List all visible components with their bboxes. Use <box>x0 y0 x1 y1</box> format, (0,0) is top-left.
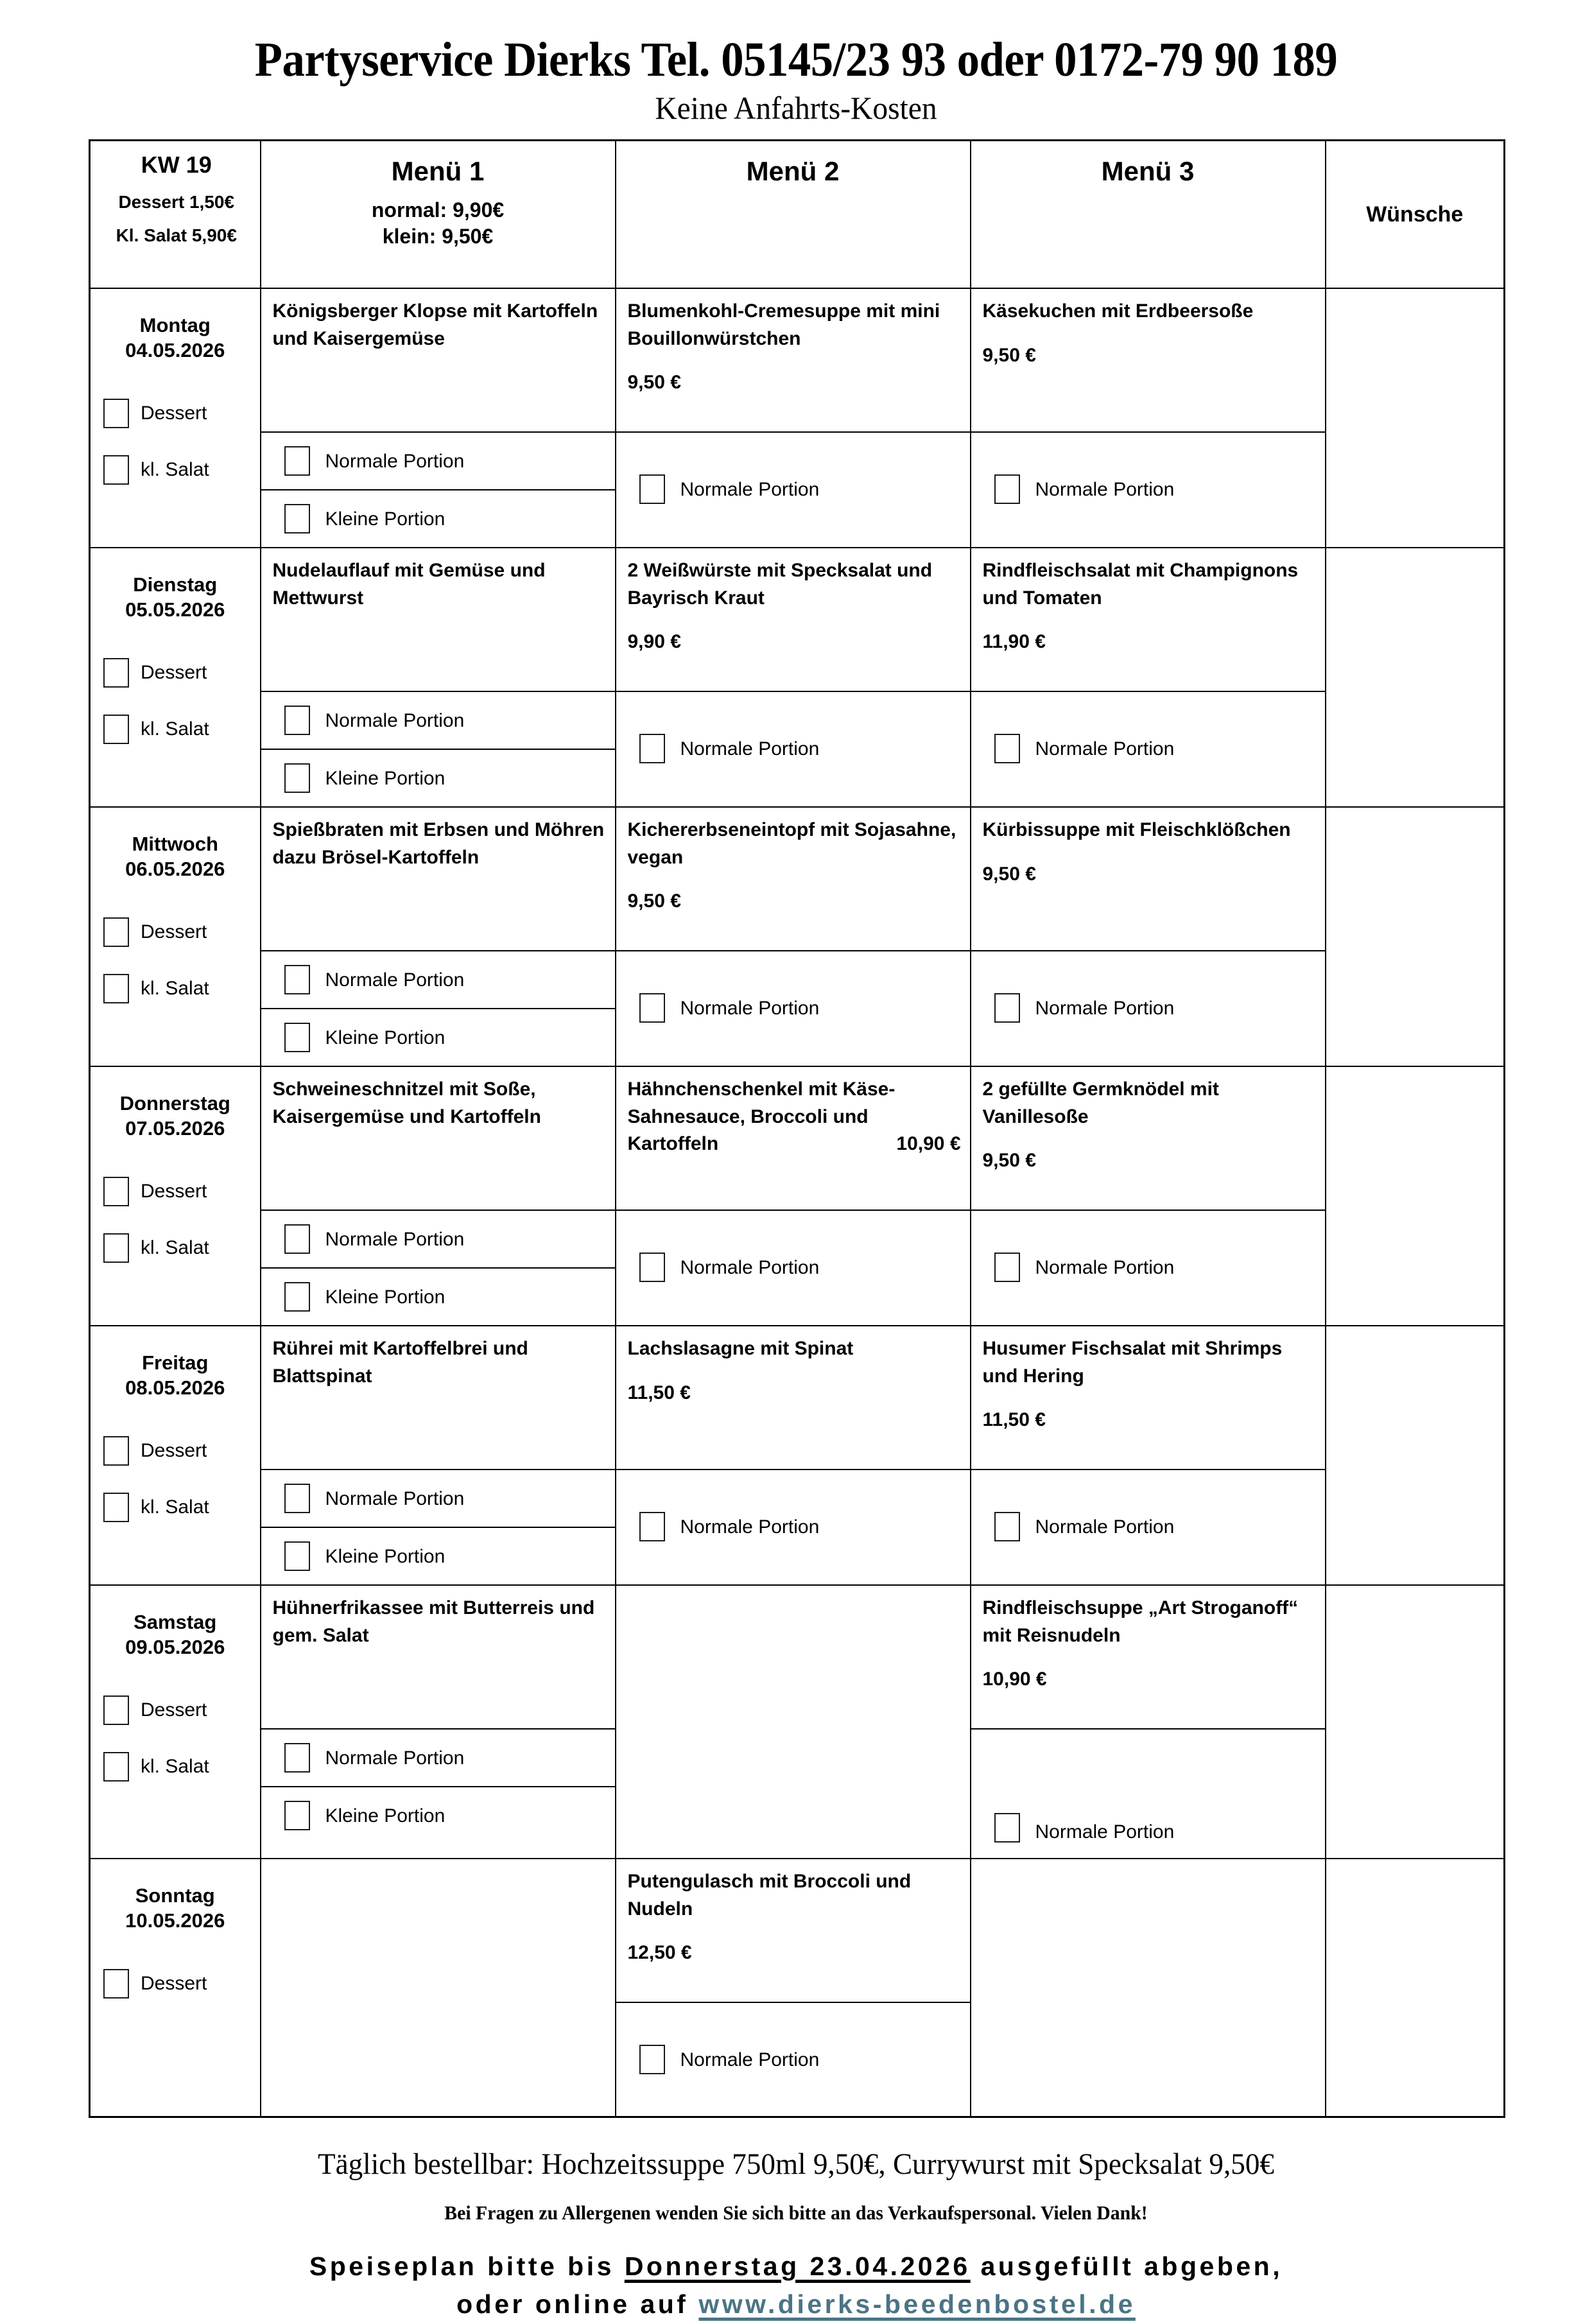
menu2-dish <box>616 1067 970 1210</box>
portion-label: Kleine Portion <box>325 1286 446 1308</box>
dessert-option-row[interactable] <box>91 385 260 442</box>
portion-label: Normale Portion <box>325 450 465 472</box>
salad-label: kl. Salat <box>141 1756 209 1778</box>
kl-salat-checkbox[interactable] <box>103 974 129 1003</box>
menu2-normal-portion-checkbox[interactable] <box>639 1512 665 1541</box>
dish-name: 2 Weißwürste mit Specksalat und Bayrisch Kraut <box>627 560 933 609</box>
dessert-option-row[interactable] <box>91 1682 260 1739</box>
dessert-label: Dessert <box>141 921 207 943</box>
menu3-cell <box>971 288 1326 548</box>
dish-price: 10,90 € <box>982 1669 1047 1690</box>
deadline-prefix: Speiseplan bitte bis <box>309 2251 625 2281</box>
kl-salat-checkbox[interactable] <box>103 1493 129 1522</box>
menu1-dish <box>261 289 615 431</box>
dish-price: 11,50 € <box>982 1409 1046 1431</box>
portion-label: Normale Portion <box>680 1516 820 1538</box>
menu3-normal-portion-checkbox[interactable] <box>994 734 1020 763</box>
table-row <box>90 807 1505 1066</box>
day-name: Dienstag <box>133 573 218 596</box>
kl-salat-checkbox[interactable] <box>103 455 129 485</box>
dish-name: Rindfleischsalat mit Champignons und Tomaten <box>982 560 1299 609</box>
day-cell <box>90 807 261 1066</box>
dessert-price-label: Dessert 1,50€ <box>118 191 235 212</box>
day-date: 04.05.2026 <box>125 339 225 362</box>
dish-name: Nudelauflauf mit Gemüse und Mettwurst <box>272 560 546 609</box>
kl-salat-checkbox[interactable] <box>103 715 129 744</box>
menu3-cell <box>971 1585 1326 1859</box>
calendar-week-label: KW 19 <box>141 152 212 178</box>
dish-name: Husumer Fischsalat mit Shrimps und Hering <box>982 1338 1283 1387</box>
document-header <box>0 0 1592 126</box>
dish-price: 9,50 € <box>627 890 681 912</box>
menu2-normal-portion-checkbox[interactable] <box>639 1253 665 1282</box>
wishes-title: Wünsche <box>1366 202 1464 227</box>
deadline-suffix: ausgefüllt abgeben, <box>970 2251 1283 2281</box>
day-date: 09.05.2026 <box>125 1636 225 1659</box>
salad-option-row[interactable] <box>91 442 260 498</box>
dessert-option-row[interactable] <box>91 1423 260 1479</box>
table-row <box>90 1859 1505 2117</box>
wishes-cell[interactable] <box>1326 1585 1505 1859</box>
day-cell <box>90 1326 261 1585</box>
menu1-cell <box>261 548 616 807</box>
salad-label: kl. Salat <box>141 718 209 740</box>
menu2-normal-portion-checkbox[interactable] <box>639 993 665 1023</box>
dessert-checkbox[interactable] <box>103 1177 129 1206</box>
menu1-small-portion-checkbox[interactable] <box>284 763 310 793</box>
table-header-row <box>90 141 1505 289</box>
wishes-cell[interactable] <box>1326 1859 1505 2117</box>
menu3-normal-portion-checkbox[interactable] <box>994 1253 1020 1282</box>
day-date: 05.05.2026 <box>125 598 225 621</box>
dish-name: Käsekuchen mit Erdbeersoße <box>982 300 1254 322</box>
dish-name: Hähnchenschenkel mit Käse-Sahnesauce, Broccoli und Kartoffeln <box>627 1079 896 1155</box>
menu1-normal-portion-checkbox[interactable] <box>284 1484 310 1513</box>
menu1-price-small: klein: 9,50€ <box>382 225 494 248</box>
menu1-cell <box>261 288 616 548</box>
dish-name: Kürbissuppe mit Fleischklößchen <box>982 819 1291 841</box>
menu1-dish <box>261 1326 615 1469</box>
menu3-normal-portion-row[interactable] <box>971 1469 1325 1583</box>
dish-name: Blumenkohl-Cremesuppe mit mini Bouillonwürstchen <box>627 300 940 349</box>
menu2-normal-portion-row[interactable] <box>616 691 970 805</box>
menu2-cell <box>616 1066 971 1326</box>
menu3-normal-portion-checkbox[interactable] <box>994 1512 1020 1541</box>
dessert-checkbox[interactable] <box>103 658 129 688</box>
table-row <box>90 548 1505 807</box>
day-date: 10.05.2026 <box>125 1909 225 1932</box>
portion-label: Normale Portion <box>1035 738 1175 759</box>
portion-label: Normale Portion <box>680 738 820 759</box>
menu3-dish <box>971 1326 1325 1469</box>
day-name: Freitag <box>142 1351 209 1374</box>
portion-label: Kleine Portion <box>325 1805 446 1826</box>
dish-price: 11,90 € <box>982 631 1046 653</box>
day-name: Donnerstag <box>119 1092 230 1115</box>
menu1-small-portion-checkbox[interactable] <box>284 1282 310 1312</box>
menu1-normal-portion-row[interactable] <box>261 1469 615 1527</box>
portion-label: Normale Portion <box>325 1487 465 1509</box>
day-name: Mittwoch <box>132 833 218 856</box>
dish-name: Kichererbseneintopf mit Sojasahne, vegan <box>627 819 956 868</box>
menu3-normal-portion-row[interactable] <box>971 1728 1325 1858</box>
menu1-small-portion-row[interactable] <box>261 1008 615 1066</box>
dish-price: 9,50 € <box>982 863 1036 885</box>
menu2-header-cell <box>616 141 971 289</box>
dessert-label: Dessert <box>141 662 207 684</box>
wishes-cell[interactable] <box>1326 1066 1505 1326</box>
salad-label: kl. Salat <box>141 1496 209 1518</box>
menu1-normal-portion-row[interactable] <box>261 431 615 489</box>
menu3-header-cell <box>971 141 1326 289</box>
portion-label: Normale Portion <box>1035 478 1175 500</box>
deadline-note <box>77 2248 1515 2285</box>
menu3-normal-portion-row[interactable] <box>971 950 1325 1064</box>
day-cell <box>90 548 261 807</box>
salad-option-row[interactable] <box>91 1220 260 1276</box>
table-row <box>90 1585 1505 1859</box>
table-row <box>90 1326 1505 1585</box>
portion-label: Kleine Portion <box>325 1545 446 1567</box>
menu2-dish <box>616 548 970 691</box>
menu2-cell <box>616 288 971 548</box>
dish-name: Königsberger Klopse mit Kartoffeln und Kaisergemüse <box>272 300 598 349</box>
menu2-cell <box>616 548 971 807</box>
menu1-dish <box>261 1586 615 1728</box>
day-cell <box>90 288 261 548</box>
portion-label: Normale Portion <box>1035 997 1175 1019</box>
menu2-dish <box>616 1859 970 2002</box>
menu3-dish <box>971 548 1325 691</box>
dessert-option-row[interactable] <box>91 1163 260 1220</box>
day-cell <box>90 1585 261 1859</box>
salad-label: kl. Salat <box>141 459 209 481</box>
dish-name: Lachslasagne mit Spinat <box>627 1338 854 1360</box>
menu1-small-portion-row[interactable] <box>261 1527 615 1584</box>
day-name: Sonntag <box>135 1884 215 1907</box>
portion-label: Kleine Portion <box>325 1027 446 1048</box>
menu1-header-cell <box>261 141 616 289</box>
menu1-normal-portion-checkbox[interactable] <box>284 446 310 476</box>
menu1-small-portion-checkbox[interactable] <box>284 504 310 533</box>
menu1-normal-portion-row[interactable] <box>261 950 615 1008</box>
portion-label: Normale Portion <box>1035 1516 1175 1538</box>
table-row <box>90 1066 1505 1326</box>
menu2-normal-portion-row[interactable] <box>616 431 970 546</box>
menu1-small-portion-checkbox[interactable] <box>284 1801 310 1830</box>
portion-label: Normale Portion <box>680 997 820 1019</box>
menu1-small-portion-row[interactable] <box>261 1786 615 1844</box>
dish-price: 10,90 € <box>896 1133 961 1155</box>
wishes-cell[interactable] <box>1326 1326 1505 1585</box>
menu3-cell <box>971 1066 1326 1326</box>
menu1-small-portion-row[interactable] <box>261 749 615 806</box>
portion-label: Normale Portion <box>325 1747 465 1769</box>
menu2-cell <box>616 1326 971 1585</box>
wishes-cell[interactable] <box>1326 548 1505 807</box>
menu2-normal-portion-row[interactable] <box>616 950 970 1064</box>
menu3-title: Menü 3 <box>1101 156 1195 187</box>
dish-name: Hühnerfrikassee mit Butterreis und gem. Salat <box>272 1597 595 1646</box>
menu1-small-portion-row[interactable] <box>261 489 615 547</box>
portion-label: Normale Portion <box>1035 1821 1175 1843</box>
menu2-normal-portion-row[interactable] <box>616 1469 970 1583</box>
menu2-dish <box>616 1326 970 1469</box>
menu2-dish <box>616 808 970 950</box>
portion-label: Normale Portion <box>325 1228 465 1250</box>
menu1-cell <box>261 1066 616 1326</box>
menu3-normal-portion-row[interactable] <box>971 1210 1325 1324</box>
salad-option-row[interactable] <box>91 1739 260 1795</box>
dessert-label: Dessert <box>141 1973 207 1995</box>
menu1-cell <box>261 807 616 1066</box>
kl-salat-checkbox[interactable] <box>103 1752 129 1782</box>
dessert-option-row[interactable] <box>91 904 260 960</box>
menu3-dish <box>971 289 1325 431</box>
website-link[interactable]: www.dierks-beedenbostel.de <box>698 2289 1136 2320</box>
dish-name: Putengulasch mit Broccoli und Nudeln <box>627 1871 912 1920</box>
menu2-dish <box>616 289 970 431</box>
menu2-normal-portion-checkbox[interactable] <box>639 474 665 504</box>
dish-name: Rührei mit Kartoffelbrei und Blattspinat <box>272 1338 528 1387</box>
menu2-cell <box>616 1585 971 1859</box>
dessert-checkbox[interactable] <box>103 917 129 947</box>
wishes-header-cell <box>1326 141 1505 289</box>
menu1-normal-portion-checkbox[interactable] <box>284 706 310 735</box>
delivery-note: Keine Anfahrts-Kosten <box>655 89 937 126</box>
dish-name: 2 gefüllte Germknödel mit Vanillesoße <box>982 1079 1219 1127</box>
menu1-dish <box>261 808 615 950</box>
deadline-date: Donnerstag 23.04.2026 <box>624 2251 971 2281</box>
dish-price: 9,90 € <box>627 631 681 653</box>
menu1-dish <box>261 548 615 691</box>
day-cell <box>90 1066 261 1326</box>
wishes-cell[interactable] <box>1326 807 1505 1066</box>
menu2-normal-portion-checkbox[interactable] <box>639 734 665 763</box>
menu2-normal-portion-checkbox[interactable] <box>639 2045 665 2074</box>
dessert-checkbox[interactable] <box>103 399 129 428</box>
dish-price: 9,50 € <box>627 372 681 394</box>
menu1-cell <box>261 1585 616 1859</box>
dish-name: Rindfleischsuppe „Art Stroganoff“ mit Reisnudeln <box>982 1597 1299 1646</box>
online-note <box>77 2285 1515 2323</box>
menu1-price-normal: normal: 9,90€ <box>371 198 505 221</box>
menu1-dish <box>261 1067 615 1210</box>
salad-option-row[interactable] <box>91 1479 260 1536</box>
portion-label: Normale Portion <box>325 969 465 991</box>
day-date: 06.05.2026 <box>125 858 225 881</box>
dessert-checkbox[interactable] <box>103 1695 129 1725</box>
dessert-label: Dessert <box>141 1440 207 1462</box>
table-row <box>90 288 1505 548</box>
menu1-small-portion-checkbox[interactable] <box>284 1023 310 1052</box>
portion-label: Kleine Portion <box>325 767 446 789</box>
menu3-normal-portion-checkbox[interactable] <box>994 993 1020 1023</box>
menu3-cell <box>971 807 1326 1066</box>
day-cell <box>90 1859 261 2117</box>
portion-label: Normale Portion <box>680 1256 820 1278</box>
day-date: 07.05.2026 <box>125 1117 225 1140</box>
salad-label: kl. Salat <box>141 978 209 1000</box>
day-name: Samstag <box>134 1611 217 1634</box>
allergen-note: Bei Fragen zu Allergenen wenden Sie sich bitte an das Verkaufspersonal. Vielen Dank! <box>444 2201 1148 2224</box>
dish-price: 11,50 € <box>627 1382 691 1403</box>
menu1-normal-portion-checkbox[interactable] <box>284 1224 310 1254</box>
company-title: Partyservice Dierks Tel. 05145/23 93 oder 0172-79 90 189 <box>254 33 1338 87</box>
menu1-normal-portion-checkbox[interactable] <box>284 965 310 994</box>
online-prefix: oder online auf <box>456 2289 699 2320</box>
menu1-normal-portion-row[interactable] <box>261 691 615 749</box>
menu1-cell <box>261 1326 616 1585</box>
menu1-normal-portion-checkbox[interactable] <box>284 1743 310 1773</box>
menu3-dish <box>971 1586 1325 1728</box>
portion-label: Normale Portion <box>1035 1256 1175 1278</box>
salad-price-label: Kl. Salat 5,90€ <box>116 225 237 246</box>
dessert-option-row[interactable] <box>91 1955 260 2012</box>
menu3-cell <box>971 1859 1326 2117</box>
menu1-normal-portion-row[interactable] <box>261 1728 615 1786</box>
menu2-normal-portion-row[interactable] <box>616 1210 970 1324</box>
menu2-title: Menü 2 <box>746 156 840 187</box>
menu1-title: Menü 1 <box>391 156 485 187</box>
day-name: Montag <box>139 314 211 337</box>
dish-name: Schweineschnitzel mit Soße, Kaisergemüse und Kartoffeln <box>272 1079 541 1127</box>
menu2-cell <box>616 807 971 1066</box>
menu1-cell <box>261 1859 616 2117</box>
portion-label: Normale Portion <box>680 2049 820 2070</box>
dessert-checkbox[interactable] <box>103 1436 129 1466</box>
dessert-label: Dessert <box>141 1699 207 1721</box>
menu3-dish <box>971 1067 1325 1210</box>
kw-header-cell <box>90 141 261 289</box>
salad-option-row[interactable] <box>91 701 260 758</box>
portion-label: Kleine Portion <box>325 508 446 530</box>
menu2-normal-portion-row[interactable] <box>616 2002 970 2116</box>
portion-label: Normale Portion <box>680 478 820 500</box>
menu2-cell <box>616 1859 971 2117</box>
dish-price: 12,50 € <box>627 1942 692 1964</box>
menu1-small-portion-checkbox[interactable] <box>284 1541 310 1571</box>
menu3-cell <box>971 1326 1326 1585</box>
menu3-dish <box>971 808 1325 950</box>
dessert-label: Dessert <box>141 403 207 424</box>
menu1-small-portion-row[interactable] <box>261 1267 615 1325</box>
weekly-menu-table <box>89 139 1505 2118</box>
menu1-normal-portion-row[interactable] <box>261 1210 615 1267</box>
dessert-option-row[interactable] <box>91 645 260 701</box>
menu3-normal-portion-checkbox[interactable] <box>994 474 1020 504</box>
menu3-cell <box>971 548 1326 807</box>
kl-salat-checkbox[interactable] <box>103 1233 129 1263</box>
salad-option-row[interactable] <box>91 960 260 1017</box>
wishes-cell[interactable] <box>1326 288 1505 548</box>
dish-name: Spießbraten mit Erbsen und Möhren dazu Brösel-Kartoffeln <box>272 819 605 868</box>
dish-price: 9,50 € <box>982 1150 1036 1172</box>
dish-price: 9,50 € <box>982 344 1036 366</box>
salad-label: kl. Salat <box>141 1237 209 1259</box>
document-footer <box>0 2146 1592 2323</box>
menu3-normal-portion-row[interactable] <box>971 431 1325 546</box>
menu3-normal-portion-row[interactable] <box>971 691 1325 805</box>
dessert-label: Dessert <box>141 1181 207 1202</box>
daily-offer-note: Täglich bestellbar: Hochzeitssuppe 750ml 9,50€, Currywurst mit Specksalat 9,50€ <box>318 2147 1274 2181</box>
dessert-checkbox[interactable] <box>103 1969 129 1999</box>
menu3-normal-portion-checkbox[interactable] <box>994 1813 1020 1843</box>
portion-label: Normale Portion <box>325 709 465 731</box>
day-date: 08.05.2026 <box>125 1376 225 1400</box>
